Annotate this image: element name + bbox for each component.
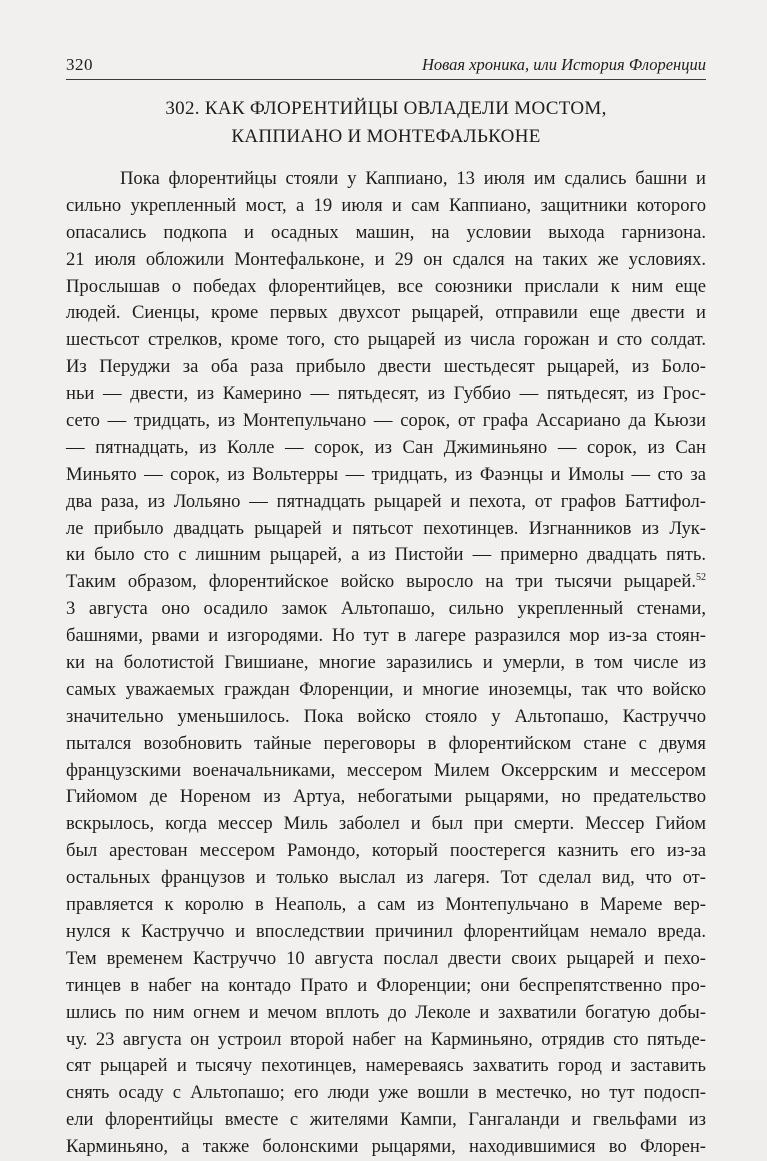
page-number: 320 — [66, 55, 93, 74]
text-line: ньи — двести, из Камерино — пятьдесят, из Губбио — пятьдесят, из Грос- — [66, 383, 706, 405]
text-line: тинцев в набег на контадо Прато и Флоренции; они беспрепятственно про- — [66, 974, 706, 996]
text-line: ели флорентийцы вместе с жителями Кампи, Гангаланди и гвельфами из — [66, 1109, 706, 1131]
text-line: самых уважаемых граждан Флоренции, и многие иноземцы, так что войско — [66, 678, 706, 700]
running-title: Новая хроника, или История Флоренции — [421, 55, 706, 74]
text-line: французскими военачальниками, мессером Милем Оксеррским и мессером — [66, 759, 706, 781]
text-line: значительно уменьшилось. Пока войско стояло у Альтопашо, Каструччо — [66, 705, 706, 727]
text-line: — пятнадцать, из Колле — сорок, из Сан Джиминьяно — сорок, из Сан — [66, 436, 706, 458]
text-line: опасались подкопа и осадных машин, на условии выхода гарнизона. — [66, 221, 706, 243]
text-line: людей. Сиенцы, кроме первых двухсот рыцарей, отправили еще двести и — [66, 302, 706, 324]
text-line: башнями, рвами и изгородями. Но тут в лагере разразился мор из-за стоян- — [66, 625, 706, 647]
text-line: 3 августа оно осадило замок Альтопашо, сильно укрепленный стенами, — [66, 598, 706, 620]
text-line: сето — тридцать, из Монтепульчано — сорок, от графа Ассариано да Кьюзи — [66, 410, 706, 432]
chapter-title-line: КАППИАНО И МОНТЕФАЛЬКОНЕ — [231, 126, 541, 147]
text-line-content: Таким образом, флорентийское войско выросло на три тысячи рыцарей. — [66, 571, 696, 593]
text-line: остальных французов и только выслал из лагеря. Тот сделал вид, что от- — [66, 867, 706, 889]
text-line: вскрылось, когда мессер Миль заболел и был при смерти. Мессер Гийом — [66, 813, 706, 835]
chapter-title-line: 302. КАК ФЛОРЕНТИЙЦЫ ОВЛАДЕЛИ МОСТОМ, — [165, 98, 607, 119]
text-line: был арестован мессером Рамондо, который поостерегся казнить его из-за — [66, 840, 706, 862]
text-line: 21 июля обложили Монтефальконе, и 29 он сдался на таких же условиях. — [66, 248, 706, 270]
text-line: ки было сто с лишним рыцарей, а из Пистойи — примерно двадцать пять. — [66, 544, 706, 566]
text-line: ки на болотистой Гвишиане, многие заразились и умерли, в том числе из — [66, 652, 706, 674]
text-line: снять осаду с Альтопашо; его люди уже вошли в местечко, но тут подосп- — [66, 1082, 706, 1104]
text-line: сильно укрепленный мост, а 19 июля и сам Каппиано, защитники которого — [66, 194, 706, 216]
text-line: Карминьяно, а также болонскими рыцарями, находившимися во Флорен- — [66, 1136, 706, 1158]
running-head — [66, 53, 706, 80]
text-line: Из Перуджи за оба раза прибыло двести шестьдесят рыцарей, из Боло- — [66, 356, 706, 378]
text-line: Миньято — сорок, из Вольтерры — тридцать, из Фаэнцы и Имолы — сто за — [66, 463, 706, 485]
text-line: Тем временем Каструччо 10 августа послал двести своих рыцарей и пехо- — [66, 947, 706, 969]
body-text — [66, 166, 706, 1161]
text-line: шлись по ним огнем и мечом вплоть до Леколе и захватили богатую добы- — [66, 1001, 706, 1023]
text-line: пытался возобновить тайные переговоры в флорентийском стане с двумя — [66, 732, 706, 754]
text-line-with-footnote — [66, 569, 706, 596]
footnote-reference[interactable]: 52 — [696, 572, 706, 584]
text-line: Пока флорентийцы стояли у Каппиано, 13 июля им сдались башни и — [120, 168, 706, 189]
text-line: Гийомом де Нореном из Артуа, небогатыми рыцарями, но предательство — [66, 786, 706, 808]
text-line: сят рыцарей и тысячу пехотинцев, намереваясь захватить город и заставить — [66, 1055, 706, 1077]
text-line: ле прибыло двадцать рыцарей и пятьсот пехотинцев. Изгнанников из Лук- — [66, 517, 706, 539]
text-line: правляется к королю в Неаполь, а сам из Монтепульчано в Мареме вер- — [66, 894, 706, 916]
text-line: чу. 23 августа он устроил второй набег на Карминьяно, отрядив сто пятьде- — [66, 1028, 706, 1050]
text-line: шестьсот стрелков, кроме того, сто рыцарей из числа горожан и сто солдат. — [66, 329, 706, 351]
text-line: нулся к Каструччо и впоследствии причинил флорентийцам немало вреда. — [66, 920, 706, 942]
text-line: Прослышав о победах флорентийцев, все союзники прислали к ним еще — [66, 275, 706, 297]
chapter-title — [66, 95, 706, 151]
text-line: два раза, из Лольяно — пятнадцать рыцарей и пехота, от графов Баттифол- — [66, 490, 706, 512]
